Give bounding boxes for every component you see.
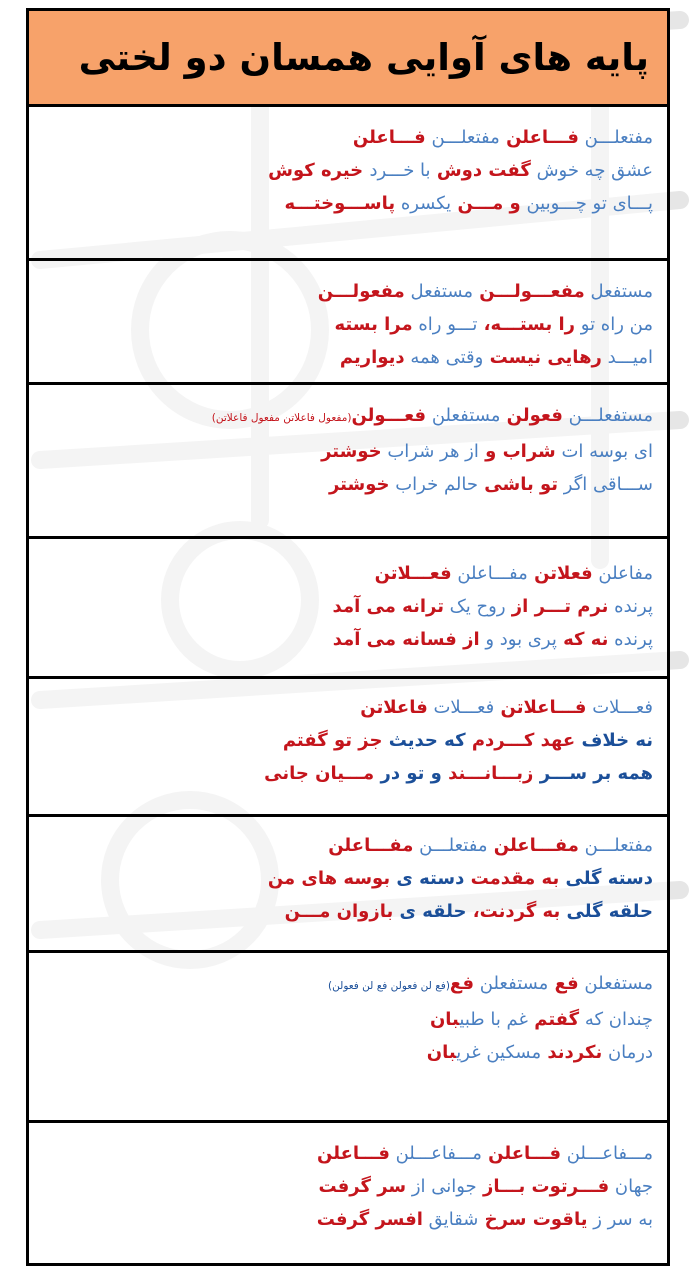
text-segment: خیره کوش bbox=[268, 160, 370, 181]
text-segment: مستفعل bbox=[584, 281, 653, 302]
text-segment: نکردند bbox=[541, 1042, 603, 1063]
text-segment: فاعلاتن bbox=[360, 697, 428, 718]
text-segment: مفتعلـــن bbox=[578, 835, 653, 856]
text-segment: گفت دوش bbox=[430, 160, 531, 181]
verse-line bbox=[43, 308, 653, 341]
text-segment: شراب و bbox=[478, 441, 556, 462]
text-segment: زبـــانـــند bbox=[441, 763, 534, 784]
text-segment: مستفعلن bbox=[578, 973, 653, 994]
text-segment: به گردنت، bbox=[466, 901, 561, 922]
text-segment: و مـــن bbox=[451, 193, 521, 214]
text-segment: یکسره bbox=[395, 193, 452, 214]
meter-line bbox=[43, 275, 653, 308]
text-segment: فـــاعلن bbox=[317, 1143, 390, 1164]
text-segment: مرا بسته bbox=[334, 314, 413, 335]
poem-table bbox=[26, 8, 670, 1266]
text-segment: فعلاتن bbox=[527, 563, 593, 584]
text-segment: پرنده bbox=[608, 596, 653, 617]
text-segment: روح یک bbox=[443, 596, 506, 617]
poem-section bbox=[29, 1123, 667, 1261]
text-segment: همه بر ســـر bbox=[533, 763, 653, 784]
verse-line bbox=[43, 895, 653, 928]
text-segment: مستفعلن bbox=[426, 405, 501, 426]
verse-line bbox=[43, 154, 653, 187]
verse-line bbox=[43, 724, 653, 757]
text-segment: چندان که bbox=[579, 1009, 653, 1030]
text-segment: از فسانه می آمد bbox=[332, 629, 480, 650]
text-segment: افسر گرفت bbox=[316, 1209, 423, 1230]
text-segment: ترانه می آمد bbox=[332, 596, 444, 617]
verse-line bbox=[43, 468, 653, 501]
text-segment: مفـــاعلن bbox=[487, 835, 579, 856]
verse-line bbox=[43, 1170, 653, 1203]
text-segment: از هر شراب bbox=[381, 441, 479, 462]
text-segment: به سر ز bbox=[587, 1209, 653, 1230]
verse-line bbox=[43, 862, 653, 895]
text-segment: مفتعلـــن bbox=[425, 127, 500, 148]
text-segment: مفتعلـــن bbox=[413, 835, 488, 856]
text-segment: مفعولـــن bbox=[317, 281, 405, 302]
text-segment: مستفعلن bbox=[474, 973, 549, 994]
poem-section bbox=[29, 679, 667, 817]
text-segment: فعـــلات bbox=[427, 697, 495, 718]
poem-section bbox=[29, 107, 667, 261]
verse-line bbox=[43, 341, 653, 374]
text-segment: تـــو راه bbox=[412, 314, 478, 335]
text-segment: فـــاعلن bbox=[481, 1143, 561, 1164]
text-segment: وقتی همه bbox=[404, 347, 484, 368]
poem-section bbox=[29, 261, 667, 385]
poem-section bbox=[29, 539, 667, 679]
table-header bbox=[29, 11, 667, 107]
verse-line bbox=[43, 623, 653, 656]
text-segment: را بستـــه، bbox=[477, 314, 576, 335]
verse-line bbox=[43, 1003, 653, 1036]
text-segment: سر گرفت bbox=[318, 1176, 407, 1197]
text-segment: مفـــاعلن bbox=[451, 563, 528, 584]
text-segment: دسته ی bbox=[390, 868, 465, 889]
text-segment: بان bbox=[429, 1009, 460, 1030]
text-segment: فـــاعلن bbox=[352, 127, 426, 148]
text-segment: حلقه ی bbox=[393, 901, 467, 922]
text-segment: عشق چه خوش bbox=[530, 160, 653, 181]
text-segment: مسکین غری bbox=[456, 1042, 542, 1063]
text-segment: با خـــرد bbox=[369, 160, 431, 181]
text-segment: بان bbox=[426, 1042, 457, 1063]
text-segment: مـــفاعـــلن bbox=[389, 1143, 482, 1164]
text-segment: یاقوت سرخ bbox=[478, 1209, 588, 1230]
page-title: پایه های آوایی همسان دو لختی bbox=[78, 36, 649, 79]
text-segment: مفعـــولـــن bbox=[473, 281, 585, 302]
text-segment: امیـــد bbox=[601, 347, 653, 368]
text-segment: فعـــلاتن bbox=[374, 563, 452, 584]
text-segment: جهان bbox=[609, 1176, 653, 1197]
text-segment: مستفعل bbox=[404, 281, 474, 302]
text-segment: گفتم bbox=[527, 1009, 580, 1030]
text-segment: فع bbox=[548, 973, 579, 994]
poem-section bbox=[29, 385, 667, 539]
text-segment: دیواریم bbox=[339, 347, 405, 368]
text-segment: نه خلاف bbox=[575, 730, 653, 751]
text-segment: مـــفاعـــلن bbox=[561, 1143, 653, 1164]
text-segment: فع bbox=[449, 973, 475, 994]
text-segment: غم با طبی bbox=[459, 1009, 528, 1030]
meter-line bbox=[43, 557, 653, 590]
text-segment: فـــاعلن bbox=[499, 127, 579, 148]
text-segment: حلقه گلی bbox=[560, 901, 653, 922]
meter-note: (مفعول فاعلاتن مفعول فاعلاتن) bbox=[211, 412, 352, 424]
text-segment: جز تو گفتم bbox=[282, 730, 383, 751]
text-segment: تو باشی bbox=[478, 474, 559, 495]
verse-line bbox=[43, 187, 653, 220]
text-segment: پرنده bbox=[608, 629, 653, 650]
verse-line bbox=[43, 1036, 653, 1069]
text-segment: من راه تو bbox=[575, 314, 653, 335]
text-segment: درمان bbox=[602, 1042, 653, 1063]
text-segment: ای بوسه ات bbox=[555, 441, 653, 462]
text-segment: فـــرتوت بـــاز bbox=[476, 1176, 610, 1197]
text-segment: بوسه های من bbox=[267, 868, 391, 889]
text-segment: مستفعلـــن bbox=[562, 405, 653, 426]
text-segment: و تو در bbox=[374, 763, 442, 784]
text-segment: پـــای تو چـــوبین bbox=[520, 193, 653, 214]
verse-line bbox=[43, 1203, 653, 1236]
text-segment: بازوان مـــن bbox=[284, 901, 394, 922]
text-segment: نرم تـــر از bbox=[505, 596, 609, 617]
text-segment: شقایق bbox=[422, 1209, 479, 1230]
text-segment: مـــیان جانی bbox=[264, 763, 375, 784]
meter-line bbox=[43, 1137, 653, 1170]
text-segment: مفتعلـــن bbox=[578, 127, 653, 148]
text-segment: ســـاقی اگر bbox=[558, 474, 653, 495]
sections-container bbox=[29, 107, 667, 1261]
text-segment: رهایی نیست bbox=[483, 347, 602, 368]
meter-line bbox=[43, 691, 653, 724]
text-segment: خوشتر bbox=[321, 441, 382, 462]
verse-line bbox=[43, 757, 653, 790]
verse-line bbox=[43, 435, 653, 468]
meter-line bbox=[43, 399, 653, 435]
text-segment: مفـــاعلن bbox=[328, 835, 414, 856]
meter-line bbox=[43, 121, 653, 154]
meter-line bbox=[43, 829, 653, 862]
text-segment: فـــاعلاتن bbox=[494, 697, 587, 718]
text-segment: عهد کـــردم bbox=[465, 730, 576, 751]
poem-section bbox=[29, 817, 667, 953]
text-segment: دسته گلی bbox=[559, 868, 653, 889]
meter-note: (فع لن فعولن فع لن فعولن) bbox=[328, 980, 450, 992]
text-segment: خوشتر bbox=[328, 474, 390, 495]
text-segment: نه که bbox=[556, 629, 609, 650]
text-segment: پاســـوختـــه bbox=[284, 193, 396, 214]
text-segment: جوانی از bbox=[406, 1176, 477, 1197]
text-segment: پری بود و bbox=[479, 629, 557, 650]
meter-line bbox=[43, 967, 653, 1003]
poem-section bbox=[29, 953, 667, 1123]
text-segment: مفاعلن bbox=[592, 563, 653, 584]
verse-line bbox=[43, 590, 653, 623]
text-segment: که حدیث bbox=[382, 730, 466, 751]
text-segment: فعولن bbox=[500, 405, 563, 426]
text-segment: فعـــولن bbox=[351, 405, 427, 426]
text-segment: فعـــلات bbox=[586, 697, 653, 718]
text-segment: به مقدمت bbox=[464, 868, 560, 889]
text-segment: حالم خراب bbox=[389, 474, 479, 495]
